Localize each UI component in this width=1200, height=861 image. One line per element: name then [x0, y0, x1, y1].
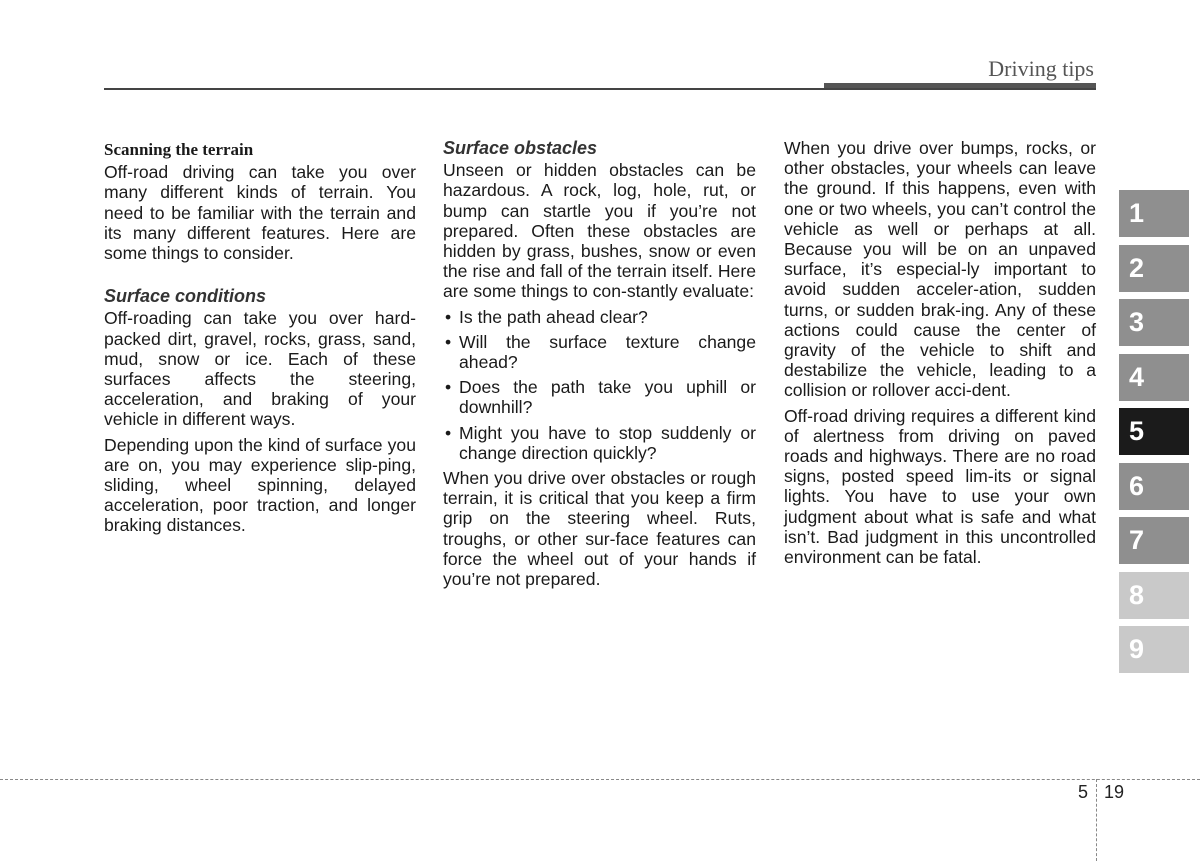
- footer-section-number: 5: [1078, 782, 1089, 802]
- column-1: [104, 138, 416, 541]
- chapter-tab-5-active[interactable]: 5: [1119, 408, 1189, 455]
- paragraph: Off-roading can take you over hard-packed dirt, gravel, rocks, grass, sand, mud, snow or ice. Each of these surfaces affects the steering, acceleration, and braking of your vehicle in different ways.: [104, 308, 416, 430]
- footer-page-number: 19: [1104, 782, 1125, 802]
- chapter-tab-2[interactable]: 2: [1119, 245, 1189, 292]
- paragraph: Unseen or hidden obstacles can be hazardous. A rock, log, hole, rut, or bump can startle you if you’re not prepared. Often these obstacles are hidden by grass, bushes, snow or even the rise and fall of the terrain itself. Here are some things to con-stantly evaluate:: [443, 160, 756, 302]
- chapter-tabs: [1119, 190, 1189, 681]
- paragraph: When you drive over obstacles or rough terrain, it is critical that you keep a firm grip on the steering wheel. Ruts, troughs, or other sur-face features can force the wheel out of your hands if you’re not prepared.: [443, 468, 756, 590]
- chapter-tab-1[interactable]: 1: [1119, 190, 1189, 237]
- intro-paragraph: Off-road driving can take you over many different kinds of terrain. You need to be familiar with the terrain and its many different features. Here are some things to consider.: [104, 162, 416, 264]
- subheading-surface-conditions: Surface conditions: [104, 286, 267, 307]
- column-3: [784, 138, 1096, 572]
- header-rule: [104, 88, 1096, 90]
- footer-divider: [0, 779, 1200, 780]
- paragraph: When you drive over bumps, rocks, or other obstacles, your wheels can leave the ground. If this happens, even with one or two wheels, you can’t control the vehicle as well or perhaps at all. Because you will be on an unpaved surface, it’s especial-ly important to avoid sudden acceler-ation, sudden turns, or sudden brak-ing. Any of these actions could cause the center of gravity of the vehicle to shift and destabilize the vehicle, leading to a collision or rollover acci-dent.: [784, 138, 1096, 401]
- paragraph: Off-road driving requires a different kind of alertness from driving on paved roads and highways. There are no road signs, posted speed lim-its or signal lights. You have to use your own judgment about what is safe and what isn’t. Bad judgment in this uncontrolled environment can be fatal.: [784, 405, 1096, 568]
- section-heading: Scanning the terrain: [104, 140, 254, 159]
- chapter-tab-3[interactable]: 3: [1119, 299, 1189, 346]
- bullet-item: • Will the surface texture change ahead?: [443, 332, 756, 372]
- subheading-surface-obstacles: Surface obstacles: [443, 138, 598, 158]
- bullet-list: [443, 307, 756, 463]
- bullet-item: • Might you have to stop suddenly or change direction quickly?: [443, 423, 756, 463]
- chapter-tab-6[interactable]: 6: [1119, 463, 1189, 510]
- chapter-tab-9[interactable]: 9: [1119, 626, 1189, 673]
- bullet-item: • Does the path take you uphill or downhill?: [443, 377, 756, 417]
- footer-vertical-divider: [1096, 779, 1097, 861]
- paragraph: Depending upon the kind of surface you are on, you may experience slip-ping, sliding, wheel spinning, delayed acceleration, poor traction, and longer braking distances.: [104, 434, 416, 536]
- chapter-tab-4[interactable]: 4: [1119, 354, 1189, 401]
- page-header-title: Driving tips: [988, 56, 1094, 81]
- chapter-tab-7[interactable]: 7: [1119, 517, 1189, 564]
- chapter-tab-8[interactable]: 8: [1119, 572, 1189, 619]
- bullet-item: • Is the path ahead clear?: [443, 307, 756, 327]
- column-2: [443, 138, 756, 594]
